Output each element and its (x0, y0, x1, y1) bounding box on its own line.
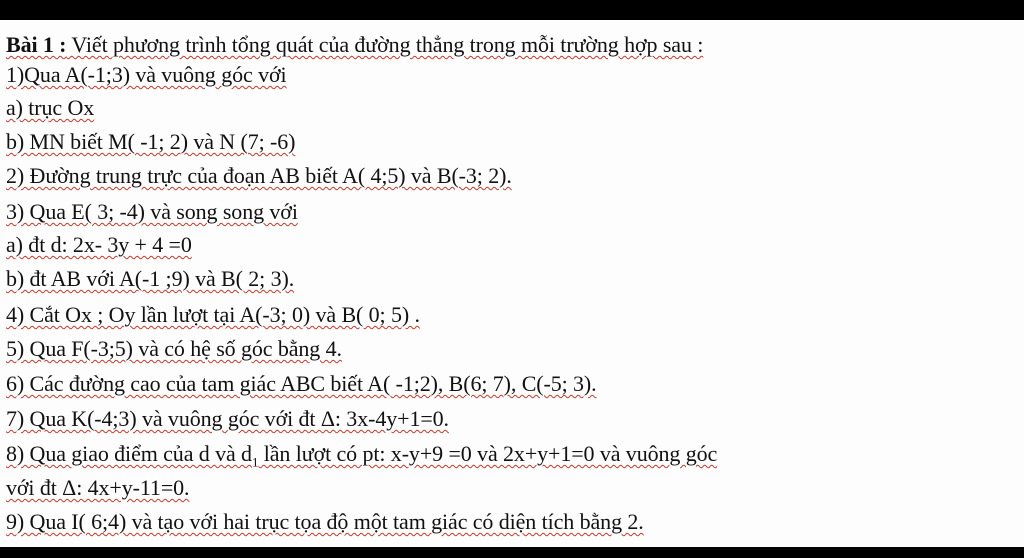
item-8-start: 8) Qua giao điểm của d và d (6, 441, 252, 466)
exercise-title (6, 32, 703, 58)
item-3a: a) đt d: 2x- 3y + 4 =0 (6, 232, 192, 257)
item-7: 7) Qua K(-4;3) và vuông góc với đt Δ: 3x-4y+1=0. (6, 406, 449, 431)
bottom-black-bar (0, 547, 1024, 558)
item-6: 6) Các đường cao của tam giác ABC biết A( -1;2), B(6; 7), C(-5; 3). (6, 371, 597, 396)
item-8-continued: với đt Δ: 4x+y-11=0. (6, 475, 190, 500)
item-1b: b) MN biết M( -1; 2) và N (7; -6) (6, 129, 296, 154)
item-5: 5) Qua F(-3;5) và có hệ số góc bằng 4. (6, 336, 342, 361)
item-9: 9) Qua I( 6;4) và tạo với hai trục tọa độ một tam giác có diện tích bằng 2. (6, 509, 644, 534)
top-black-bar (0, 0, 1024, 20)
item-3: 3) Qua E( 3; -4) và song song với (6, 199, 298, 224)
item-8-subscript: 1 (251, 454, 259, 470)
item-1: 1)Qua A(-1;3) và vuông góc với (6, 62, 287, 87)
item-4: 4) Cắt Ox ; Oy lần lượt tại A(-3; 0) và B( 0; 5) . (6, 302, 420, 327)
item-1a: a) trục Ox (6, 95, 95, 120)
item-3b: b) đt AB với A(-1 ;9) và B( 2; 3). (6, 266, 295, 291)
exercise-label: Bài 1 : (6, 32, 67, 57)
document-page (0, 20, 1024, 547)
item-8-end: lần lượt có pt: x-y+9 =0 và 2x+y+1=0 và vuông góc (258, 441, 718, 466)
exercise-instruction: Viết phương trình tổng quát của đường thẳng trong mỗi trường hợp sau : (66, 32, 704, 57)
item-8 (6, 441, 718, 470)
item-2: 2) Đường trung trực của đoạn AB biết A( 4;5) và B(-3; 2). (6, 163, 512, 188)
